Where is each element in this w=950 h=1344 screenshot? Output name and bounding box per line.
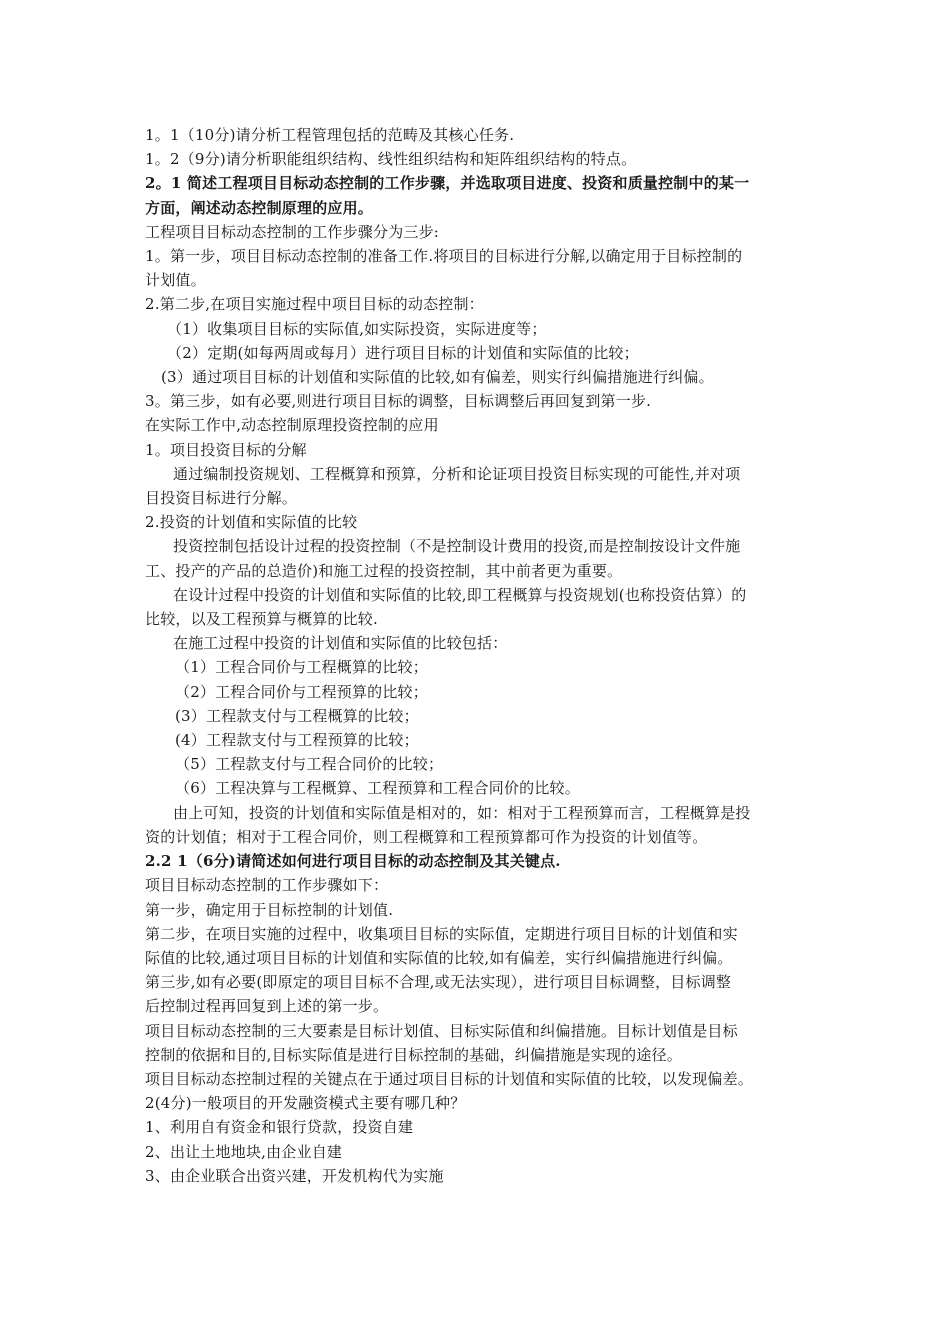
text-line: 项目目标动态控制过程的关键点在于通过项目目标的计划值和实际值的比较，以发现偏差。 <box>145 1069 754 1088</box>
list-item: （2）工程合同价与工程预算的比较； <box>175 682 428 701</box>
list-item: （1）收集项目目标的实际值,如实际投资，实际进度等； <box>167 319 547 338</box>
text-line: 第二步，在项目实施的过程中，收集项目目标的实际值，定期进行项目目标的计划值和实 <box>145 924 738 943</box>
question-financing: 2(4分)一般项目的开发融资模式主要有哪几种？ <box>145 1094 466 1113</box>
text-line: 通过编制投资规划、工程概算和预算，分析和论证项目投资目标实现的可能性,并对项 <box>173 464 741 483</box>
text-line: 在施工过程中投资的计划值和实际值的比较包括： <box>173 634 508 653</box>
question-2-1: 2。1 简述工程项目目标动态控制的工作步骤，并选取项目进度、投资和质量控制中的某一 <box>145 174 750 193</box>
list-item: 2、出让土地地块,由企业自建 <box>145 1142 343 1161</box>
text-line: 际值的比较,通过项目目标的计划值和实际值的比较,如有偏差，实行纠偏措施进行纠偏。 <box>145 948 733 967</box>
question-1-2: 1。2（9分)请分析职能组织结构、线性组织结构和矩阵组织结构的特点。 <box>145 150 637 169</box>
text-line: 项目目标动态控制的三大要素是目标计划值、目标实际值和纠偏措施。目标计划值是目标 <box>145 1021 738 1040</box>
list-item: （5）工程款支付与工程合同价的比较； <box>175 755 444 774</box>
text-line: 工、投产的产品的总造价)和施工过程的投资控制，其中前者更为重要。 <box>145 561 623 580</box>
text-line: 第一步，确定用于目标控制的计划值. <box>145 900 394 919</box>
text-line: 3。第三步，如有必要,则进行项目目标的调整，目标调整后再回复到第一步. <box>145 392 652 411</box>
text-line: 1。第一步，项目目标动态控制的准备工作.将项目的目标进行分解,以确定用于目标控制的 <box>145 247 743 266</box>
text-line: 投资控制包括设计过程的投资控制（不是控制设计费用的投资,而是控制按设计文件施 <box>173 537 741 556</box>
text-line: 2.投资的计划值和实际值的比较 <box>145 513 358 532</box>
text-line: 比较，以及工程预算与概算的比较. <box>145 610 378 629</box>
text-line: 目投资目标进行分解。 <box>145 489 298 508</box>
text-line: 1。项目投资目标的分解 <box>145 440 307 459</box>
document-body <box>145 123 815 1188</box>
text-line: 资的计划值；相对于工程合同价，则工程概算和工程预算都可作为投资的计划值等。 <box>145 827 708 846</box>
list-item: 1、利用自有资金和银行贷款，投资自建 <box>145 1118 414 1137</box>
question-2-1-cont: 方面，阐述动态控制原理的应用。 <box>145 198 374 217</box>
list-item: （2）定期(如每两周或每月）进行项目目标的计划值和实际值的比较； <box>167 343 639 362</box>
text-line: 2.第二步,在项目实施过程中项目目标的动态控制： <box>145 295 484 314</box>
text-line: 后控制过程再回复到上述的第一步。 <box>145 997 389 1016</box>
text-line: 计划值。 <box>145 271 206 290</box>
text-line: 项目目标动态控制的工作步骤如下： <box>145 876 389 895</box>
list-item: (3）通过项目目标的计划值和实际值的比较,如有偏差，则实行纠偏措施进行纠偏。 <box>161 368 714 387</box>
text-line: 在设计过程中投资的计划值和实际值的比较,即工程概算与投资规划(也称投资估算）的 <box>173 585 747 604</box>
text-line: 第三步,如有必要(即原定的项目目标不合理,或无法实现），进行项目目标调整，目标调整 <box>145 973 732 992</box>
text-line: 工程项目目标动态控制的工作步骤分为三步: <box>145 222 440 241</box>
text-line: 控制的依据和目的,目标实际值是进行目标控制的基础，纠偏措施是实现的途径。 <box>145 1045 682 1064</box>
text-line: 由上可知，投资的计划值和实际值是相对的，如：相对于工程预算而言，工程概算是投 <box>173 803 751 822</box>
list-item: (4）工程款支付与工程预算的比较； <box>175 731 419 750</box>
list-item: (3）工程款支付与工程概算的比较； <box>175 706 419 725</box>
text-line: 在实际工作中,动态控制原理投资控制的应用 <box>145 416 439 435</box>
question-2-2: 2.2 1（6分)请简述如何进行项目目标的动态控制及其关键点. <box>145 852 561 871</box>
list-item: （1）工程合同价与工程概算的比较； <box>175 658 428 677</box>
list-item: 3、由企业联合出资兴建，开发机构代为实施 <box>145 1166 444 1185</box>
question-1-1: 1。1（10分)请分析工程管理包括的范畴及其核心任务. <box>145 126 515 144</box>
list-item: （6）工程决算与工程概算、工程预算和工程合同价的比较。 <box>175 779 580 798</box>
